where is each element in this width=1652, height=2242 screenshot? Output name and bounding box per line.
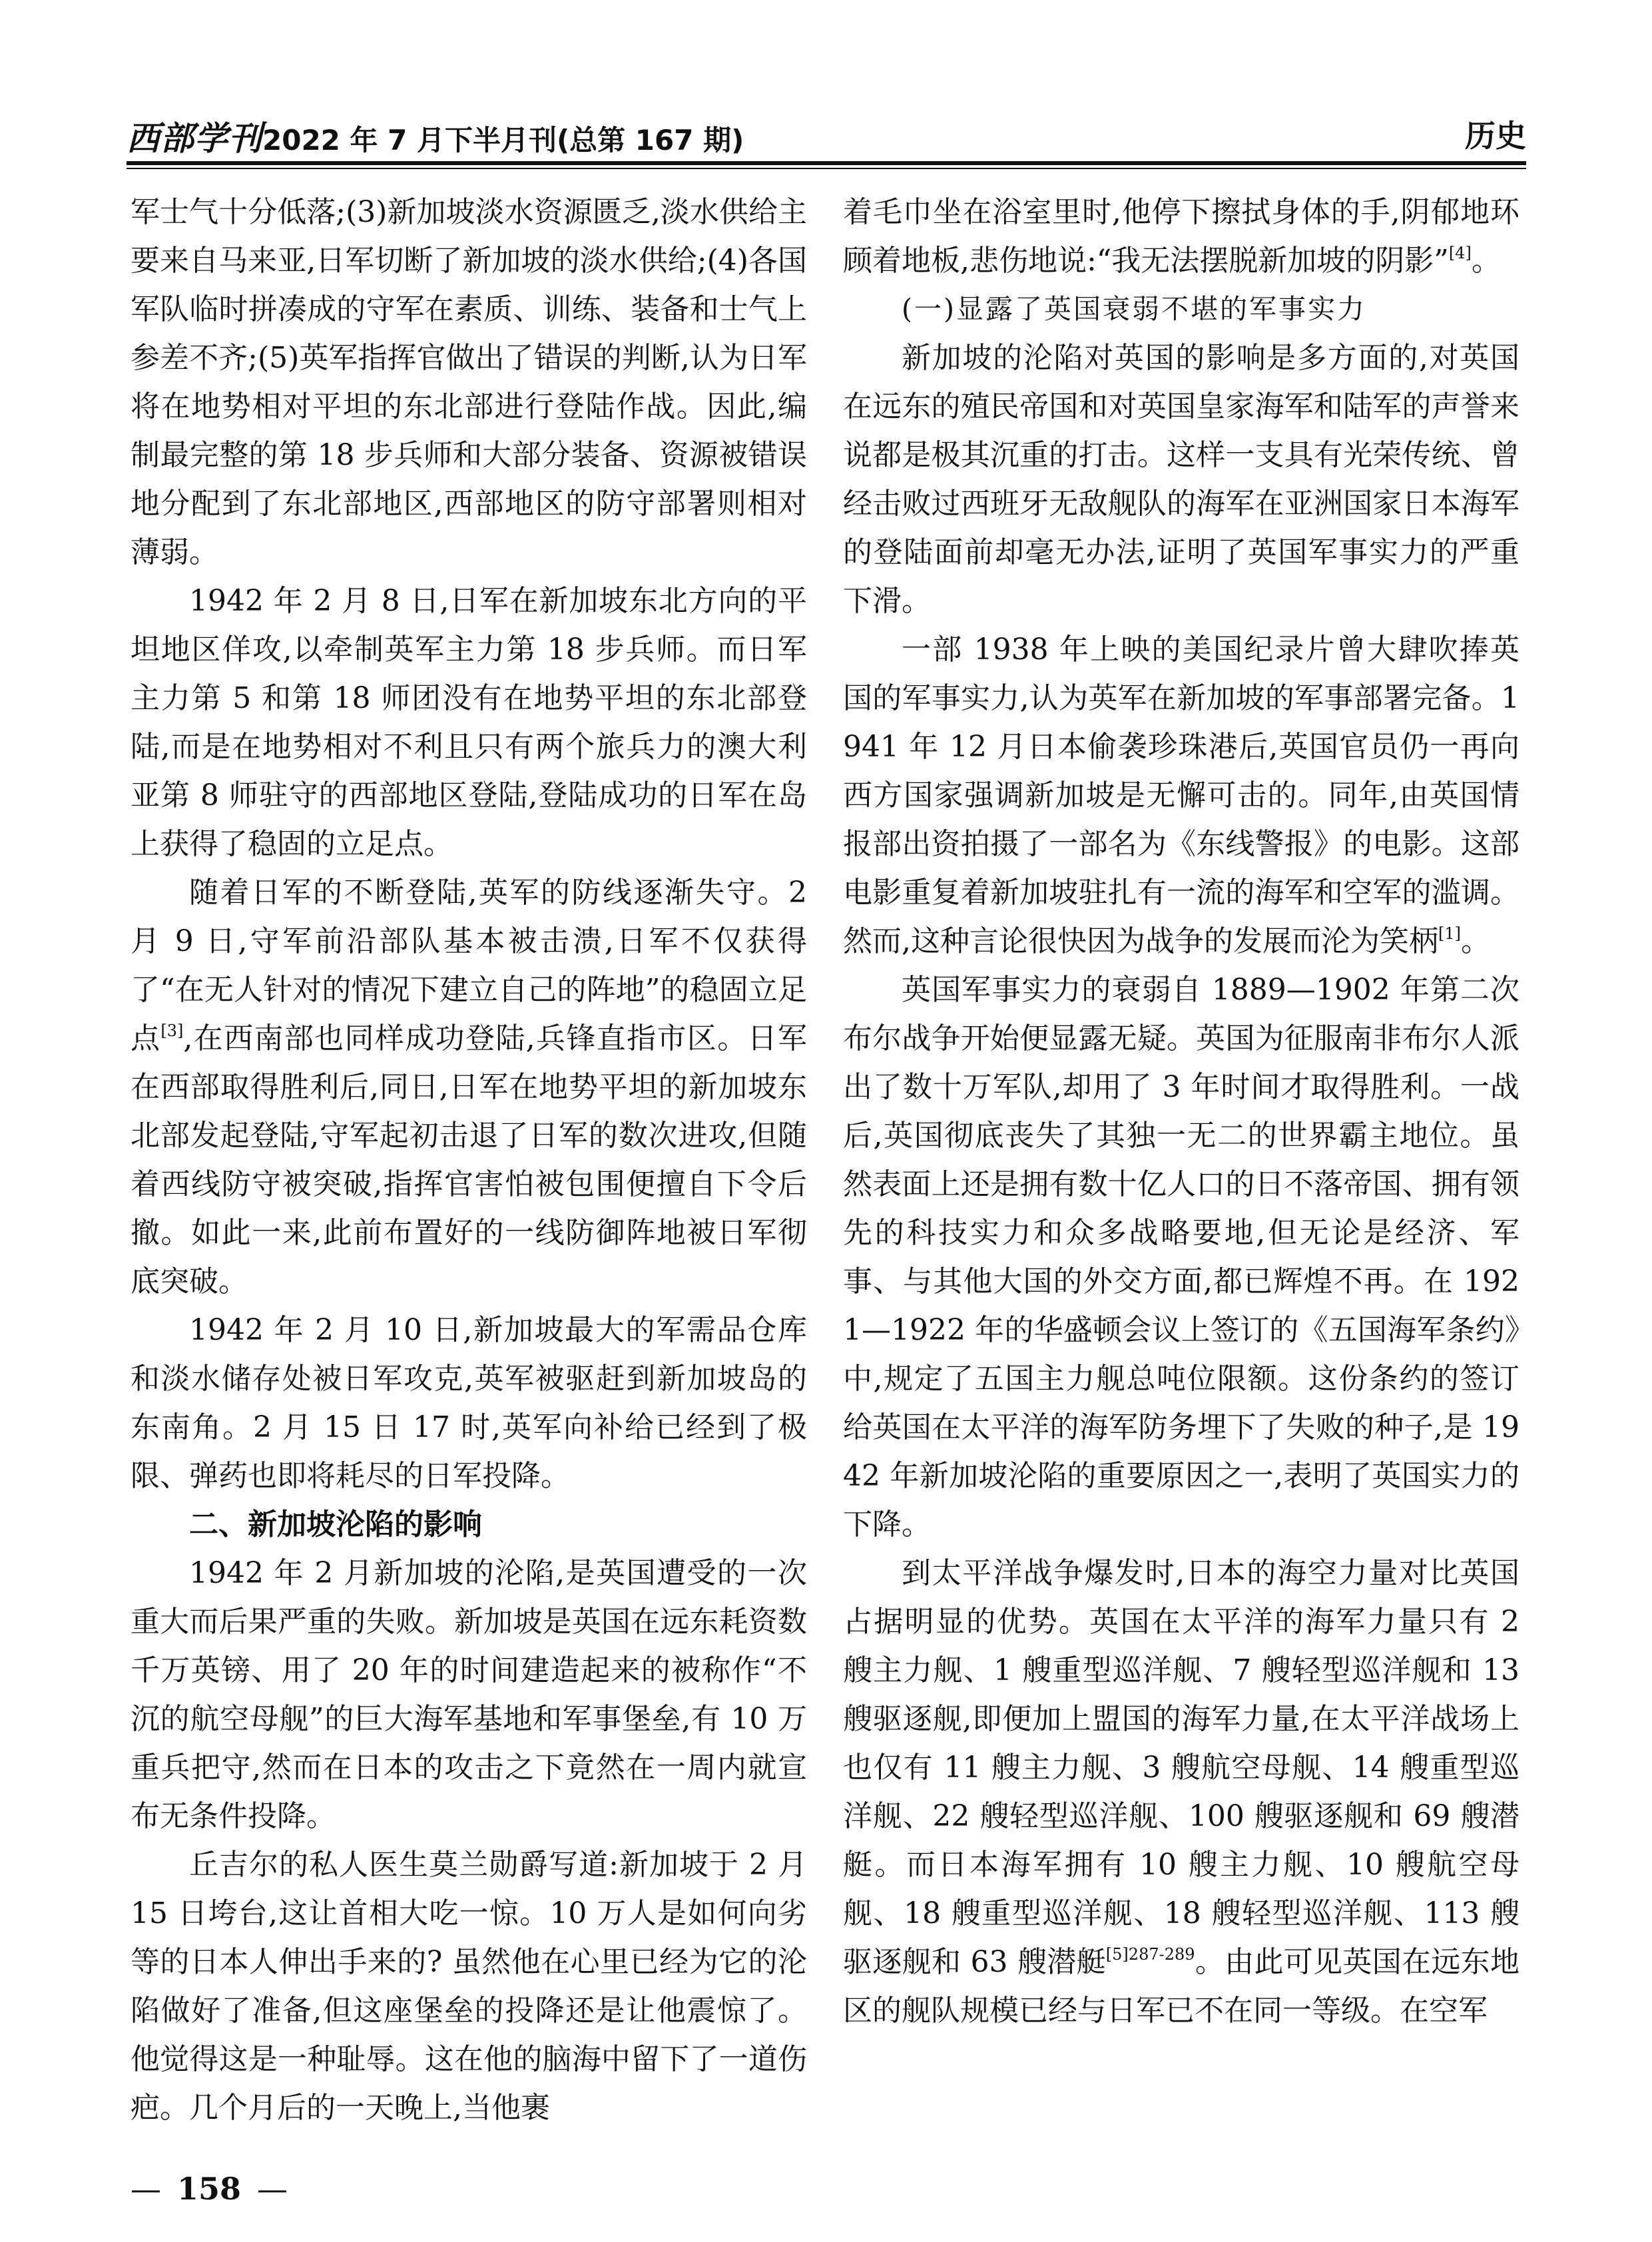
paragraph [843, 188, 1519, 285]
paragraph-text-continued: ,在西南部也同样成功登陆,兵锋直指市区。日军在西部取得胜利后,同日,日军在地势平坦的新加坡东北部发起登陆,守军起初击退了日军的数次进攻,但随着西线防守被突破,指挥官害怕被包围便擅自下令后撤。如此一来,此前布置好的一线防御阵地被日军彻底突破。 [131, 1021, 807, 1298]
footer-dash-right: — [257, 2171, 288, 2207]
right-column [843, 188, 1519, 2035]
page-footer [131, 2171, 288, 2207]
paragraph [131, 1549, 807, 1840]
paragraph-text: 着毛巾坐在浴室里时,他停下擦拭身体的手,阴郁地环顾着地板,悲伤地说:“我无法摆脱新加坡的阴影” [843, 195, 1519, 278]
subsection-heading [843, 285, 1519, 334]
paragraph [843, 625, 1519, 966]
left-column [131, 188, 807, 2132]
page-number: 158 [177, 2171, 242, 2207]
section-heading [131, 1500, 807, 1549]
paragraph-text-continued: 。 [1471, 244, 1501, 278]
paragraph-text: 丘吉尔的私人医生莫兰勋爵写道:新加坡于 2 月 15 日垮台,这让首相大吃一惊。10 万人是如何向劣等的日本人伸出手来的? 虽然他在心里已经为它的沦陷做好了准备,但这座堡垒的投降还是让他震惊了。他觉得这是一种耻辱。这在他的脑海中留下了一道伤疤。几个月后的一天晚上,当他裹 [131, 1848, 807, 2125]
citation-ref: [3] [160, 1021, 184, 1040]
paragraph [843, 1549, 1519, 2035]
paragraph-text: 1942 年 2 月 10 日,新加坡最大的军需品仓库和淡水储存处被日军攻克,英军被驱赶到新加坡岛的东南角。2 月 15 日 17 时,英军向补给已经到了极限、弹药也即将耗尽的日军投降。 [131, 1313, 807, 1493]
paragraph-text: 到太平洋战争爆发时,日本的海空力量对比英国占据明显的优势。英国在太平洋的海军力量只有 2 艘主力舰、1 艘重型巡洋舰、7 艘轻型巡洋舰和 13 艘驱逐舰,即便加上盟国的海军力量,在太平洋战场上也仅有 11 艘主力舰、3 艘航空母舰、14 艘重型巡洋舰、22 艘轻型巡洋舰、100 艘驱逐舰和 69 艘潜艇。而日本海军拥有 10 艘主力舰、10 艘航空母舰、18 艘重型巡洋舰、18 艘轻型巡洋舰、113 艘驱逐舰和 63 艘潜艇 [843, 1556, 1519, 1979]
citation-ref: [1] [1438, 924, 1461, 943]
paragraph-text: 一部 1938 年上映的美国纪录片曾大肆吹捧英国的军事实力,认为英军在新加坡的军事部署完备。1941 年 12 月日本偷袭珍珠港后,英国官员仍一再向西方国家强调新加坡是无懈可击的。同年,由英国情报部出资拍摄了一部名为《东线警报》的电影。这部电影重复着新加坡驻扎有一流的海军和空军的滥调。然而,这种言论很快因为战争的发展而沦为笑柄 [843, 633, 1519, 958]
paragraph [131, 1306, 807, 1500]
section-name: 历史 [1465, 118, 1526, 154]
paragraph-text: 军士气十分低落;(3)新加坡淡水资源匮乏,淡水供给主要来自马来亚,日军切断了新加坡的淡水供给;(4)各国军队临时拼凑成的守军在素质、训练、装备和士气上参差不齐;(5)英军指挥官做出了错误的判断,认为日军将在地势相对平坦的东北部进行登陆作战。因此,编制最完整的第 18 步兵师和大部分装备、资源被错误地分配到了东北部地区,西部地区的防守部署则相对薄弱。 [131, 195, 807, 569]
paragraph-text: 新加坡的沦陷对英国的影响是多方面的,对英国在远东的殖民帝国和对英国皇家海军和陆军的声誉来说都是极其沉重的打击。这样一支具有光荣传统、曾经击败过西班牙无敌舰队的海军在亚洲国家日本海军的登陆面前却毫无办法,证明了英国军事实力的严重下滑。 [843, 341, 1519, 618]
paragraph-text: 英国军事实力的衰弱自 1889—1902 年第二次布尔战争开始便显露无疑。英国为征服南非布尔人派出了数十万军队,却用了 3 年时间才取得胜利。一战后,英国彻底丧失了其独一无二的世界霸主地位。虽然表面上还是拥有数十亿人口的日不落帝国、拥有领先的科技实力和众多战略要地,但无论是经济、军事、与其他大国的外交方面,都已辉煌不再。在 1921—1922 年的华盛顿会议上签订的《五国海军条约》中,规定了五国主力舰总吨位限额。这份条约的签订给英国在太平洋的海军防务埋下了失败的种子,是 1942 年新加坡沦陷的重要原因之一,表明了英国实力的下降。 [843, 973, 1520, 1541]
paragraph-text-continued: 。 [1461, 924, 1490, 958]
page-header [127, 100, 1526, 160]
paragraph-text: 1942 年 2 月 8 日,日军在新加坡东北方向的平坦地区佯攻,以牵制英军主力第 18 步兵师。而日军主力第 5 和第 18 师团没有在地势平坦的东北部登陆,而是在地势相对不利且只有两个旅兵力的澳大利亚第 8 师驻守的西部地区登陆,登陆成功的日军在岛上获得了稳固的立足点。 [131, 584, 807, 861]
header-rule-thick [127, 161, 1526, 165]
paragraph [131, 188, 807, 577]
paragraph [843, 334, 1519, 625]
footer-dash-left: — [131, 2171, 161, 2207]
paragraph [131, 1840, 807, 2132]
section-heading-text: 二、新加坡沦陷的影响 [189, 1508, 482, 1541]
paragraph-text: 1942 年 2 月新加坡的沦陷,是英国遭受的一次重大而后果严重的失败。新加坡是英国在远东耗资数千万英镑、用了 20 年的时间建造起来的被称作“不沉的航空母舰”的巨大海军基地和军事堡垒,有 10 万重兵把守,然而在日本的攻击之下竟然在一周内就宣布无条件投降。 [131, 1556, 807, 1833]
issue-info: 2022 年 7 月下半月刊(总第 167 期) [262, 124, 744, 156]
paragraph [843, 966, 1519, 1549]
journal-logo: 西部学刊 [127, 119, 262, 158]
masthead [127, 112, 744, 160]
paragraph [131, 577, 807, 868]
citation-ref: [4] [1448, 244, 1472, 262]
paragraph-text-continued: 。由此可见英国在远东地区的舰队规模已经与日军已不在同一等级。在空军 [843, 1945, 1519, 2028]
paragraph-text: 随着日军的不断登陆,英军的防线逐渐失守。2 月 9 日,守军前沿部队基本被击溃,日军不仅获得了“在无人针对的情况下建立自己的阵地”的稳固立足点 [131, 876, 807, 1055]
header-rule-thin [127, 168, 1526, 169]
citation-ref: [5]287-289 [1105, 1945, 1195, 1964]
subsection-heading-text: (一)显露了英国衰弱不堪的军事实力 [902, 293, 1366, 325]
paragraph [131, 868, 807, 1306]
